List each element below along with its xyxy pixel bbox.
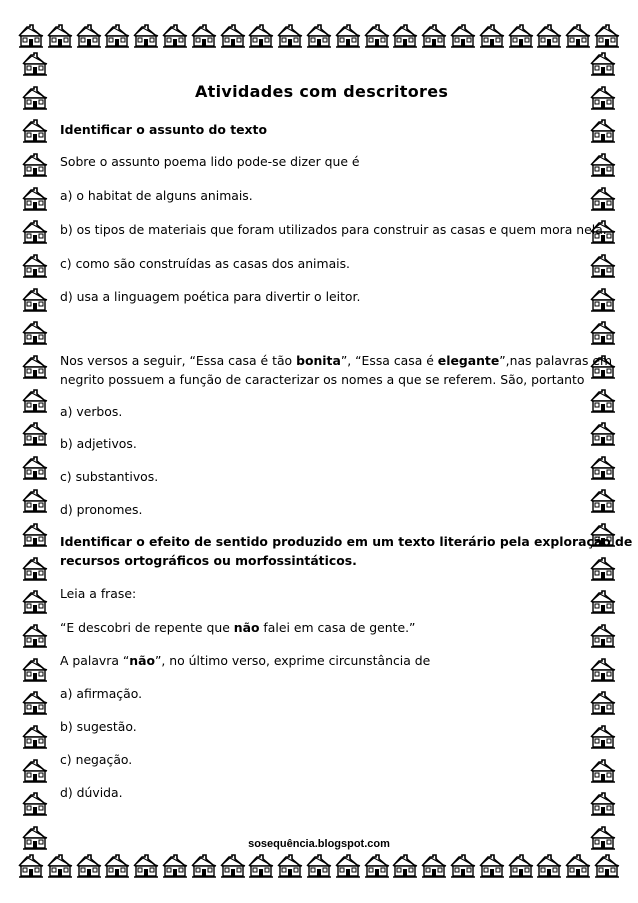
house-icon — [590, 288, 616, 312]
house-icon — [590, 153, 616, 177]
section1-option-d: d) usa a linguagem poética para divertir o leitor. — [60, 289, 361, 304]
bold-word-elegante: elegante — [437, 353, 500, 368]
section1-heading: Identificar o assunto do texto — [60, 122, 267, 137]
house-icon — [22, 321, 48, 345]
house-icon — [22, 557, 48, 581]
house-icon — [590, 590, 616, 614]
border-bottom — [18, 850, 620, 882]
house-icon — [22, 489, 48, 513]
house-icon — [590, 119, 616, 143]
section1-option-a: a) o habitat de alguns animais. — [60, 188, 253, 203]
section2-option-a: a) verbos. — [60, 404, 123, 419]
section3-option-c: c) negação. — [60, 752, 133, 767]
house-icon — [421, 854, 447, 878]
house-icon — [479, 854, 505, 878]
house-icon — [335, 854, 361, 878]
house-icon — [191, 24, 217, 48]
house-icon — [104, 24, 130, 48]
house-icon — [22, 119, 48, 143]
house-icon — [590, 254, 616, 278]
section2-option-d: d) pronomes. — [60, 502, 143, 517]
house-icon — [22, 288, 48, 312]
footer-url: sosequência.blogspot.com — [248, 838, 390, 850]
house-icon — [335, 24, 361, 48]
house-icon — [590, 691, 616, 715]
house-icon — [22, 523, 48, 547]
house-icon — [508, 854, 534, 878]
house-icon — [104, 854, 130, 878]
house-icon — [18, 24, 44, 48]
house-icon — [22, 153, 48, 177]
house-icon — [22, 456, 48, 480]
house-icon — [479, 24, 505, 48]
house-icon — [220, 24, 246, 48]
house-icon — [536, 854, 562, 878]
house-icon — [133, 24, 159, 48]
house-icon — [22, 220, 48, 244]
house-icon — [306, 24, 332, 48]
section1-question: Sobre o assunto poema lido pode-se dizer que é — [60, 154, 360, 169]
house-icon — [565, 24, 591, 48]
house-icon — [450, 24, 476, 48]
border-right — [588, 52, 618, 850]
section2-question-line2: negrito possuem a função de caracterizar os nomes a que se referem. São, portanto — [60, 372, 585, 387]
house-icon — [22, 355, 48, 379]
house-icon — [248, 854, 274, 878]
house-icon — [22, 759, 48, 783]
bold-word-nao-2: não — [129, 653, 155, 668]
house-icon — [536, 24, 562, 48]
house-icon — [22, 725, 48, 749]
house-icon — [22, 187, 48, 211]
house-icon — [22, 52, 48, 76]
section3-prompt: Leia a frase: — [60, 586, 137, 601]
house-icon — [22, 422, 48, 446]
house-icon — [47, 24, 73, 48]
house-icon — [590, 52, 616, 76]
section3-question: A palavra “não”, no último verso, exprime circunstância de — [60, 653, 431, 668]
border-top — [18, 20, 620, 52]
house-icon — [590, 422, 616, 446]
house-icon — [277, 24, 303, 48]
house-icon — [450, 854, 476, 878]
house-icon — [590, 489, 616, 513]
house-icon — [248, 24, 274, 48]
house-icon — [22, 658, 48, 682]
house-icon — [590, 321, 616, 345]
bold-word-nao: não — [233, 620, 260, 635]
house-icon — [590, 759, 616, 783]
house-icon — [508, 24, 534, 48]
house-icon — [277, 854, 303, 878]
house-icon — [22, 254, 48, 278]
house-icon — [590, 187, 616, 211]
section3-heading-line2: recursos ortográficos ou morfossintáticos. — [60, 553, 357, 568]
section3-option-b: b) sugestão. — [60, 719, 137, 734]
house-icon — [22, 624, 48, 648]
house-icon — [47, 854, 73, 878]
bold-word-bonita: bonita — [296, 353, 341, 368]
house-icon — [22, 86, 48, 110]
house-icon — [76, 854, 102, 878]
house-icon — [22, 590, 48, 614]
house-icon — [590, 557, 616, 581]
house-icon — [590, 456, 616, 480]
house-icon — [590, 389, 616, 413]
section3-quote: “E descobri de repente que não falei em casa de gente.” — [60, 620, 416, 635]
page-title: Atividades com descritores — [195, 82, 449, 101]
house-icon — [392, 24, 418, 48]
house-icon — [590, 725, 616, 749]
house-icon — [590, 658, 616, 682]
house-icon — [594, 24, 620, 48]
section2-option-c: c) substantivos. — [60, 469, 159, 484]
house-icon — [590, 792, 616, 816]
section3-option-d: d) dúvida. — [60, 785, 123, 800]
house-icon — [421, 24, 447, 48]
section1-option-b: b) os tipos de materiais que foram utilizados para construir as casas e quem mora nela. — [60, 222, 607, 237]
house-icon — [22, 389, 48, 413]
section3-heading-line1: Identificar o efeito de sentido produzido em um texto literário pela exploração de — [60, 534, 633, 549]
house-icon — [162, 854, 188, 878]
house-icon — [18, 854, 44, 878]
house-icon — [76, 24, 102, 48]
section3-option-a: a) afirmação. — [60, 686, 143, 701]
house-icon — [191, 854, 217, 878]
house-icon — [306, 854, 332, 878]
section2-option-b: b) adjetivos. — [60, 436, 137, 451]
house-icon — [590, 86, 616, 110]
house-icon — [22, 792, 48, 816]
house-icon — [364, 854, 390, 878]
house-icon — [22, 691, 48, 715]
section1-option-c: c) como são construídas as casas dos animais. — [60, 256, 351, 271]
section2-question-line1: Nos versos a seguir, “Essa casa é tão bonita”, “Essa casa é elegante”,nas palavras em — [60, 353, 613, 368]
house-icon — [162, 24, 188, 48]
house-icon — [590, 624, 616, 648]
border-left — [20, 52, 50, 850]
house-icon — [594, 854, 620, 878]
house-icon — [565, 854, 591, 878]
house-icon — [392, 854, 418, 878]
house-icon — [364, 24, 390, 48]
house-icon — [220, 854, 246, 878]
house-icon — [133, 854, 159, 878]
